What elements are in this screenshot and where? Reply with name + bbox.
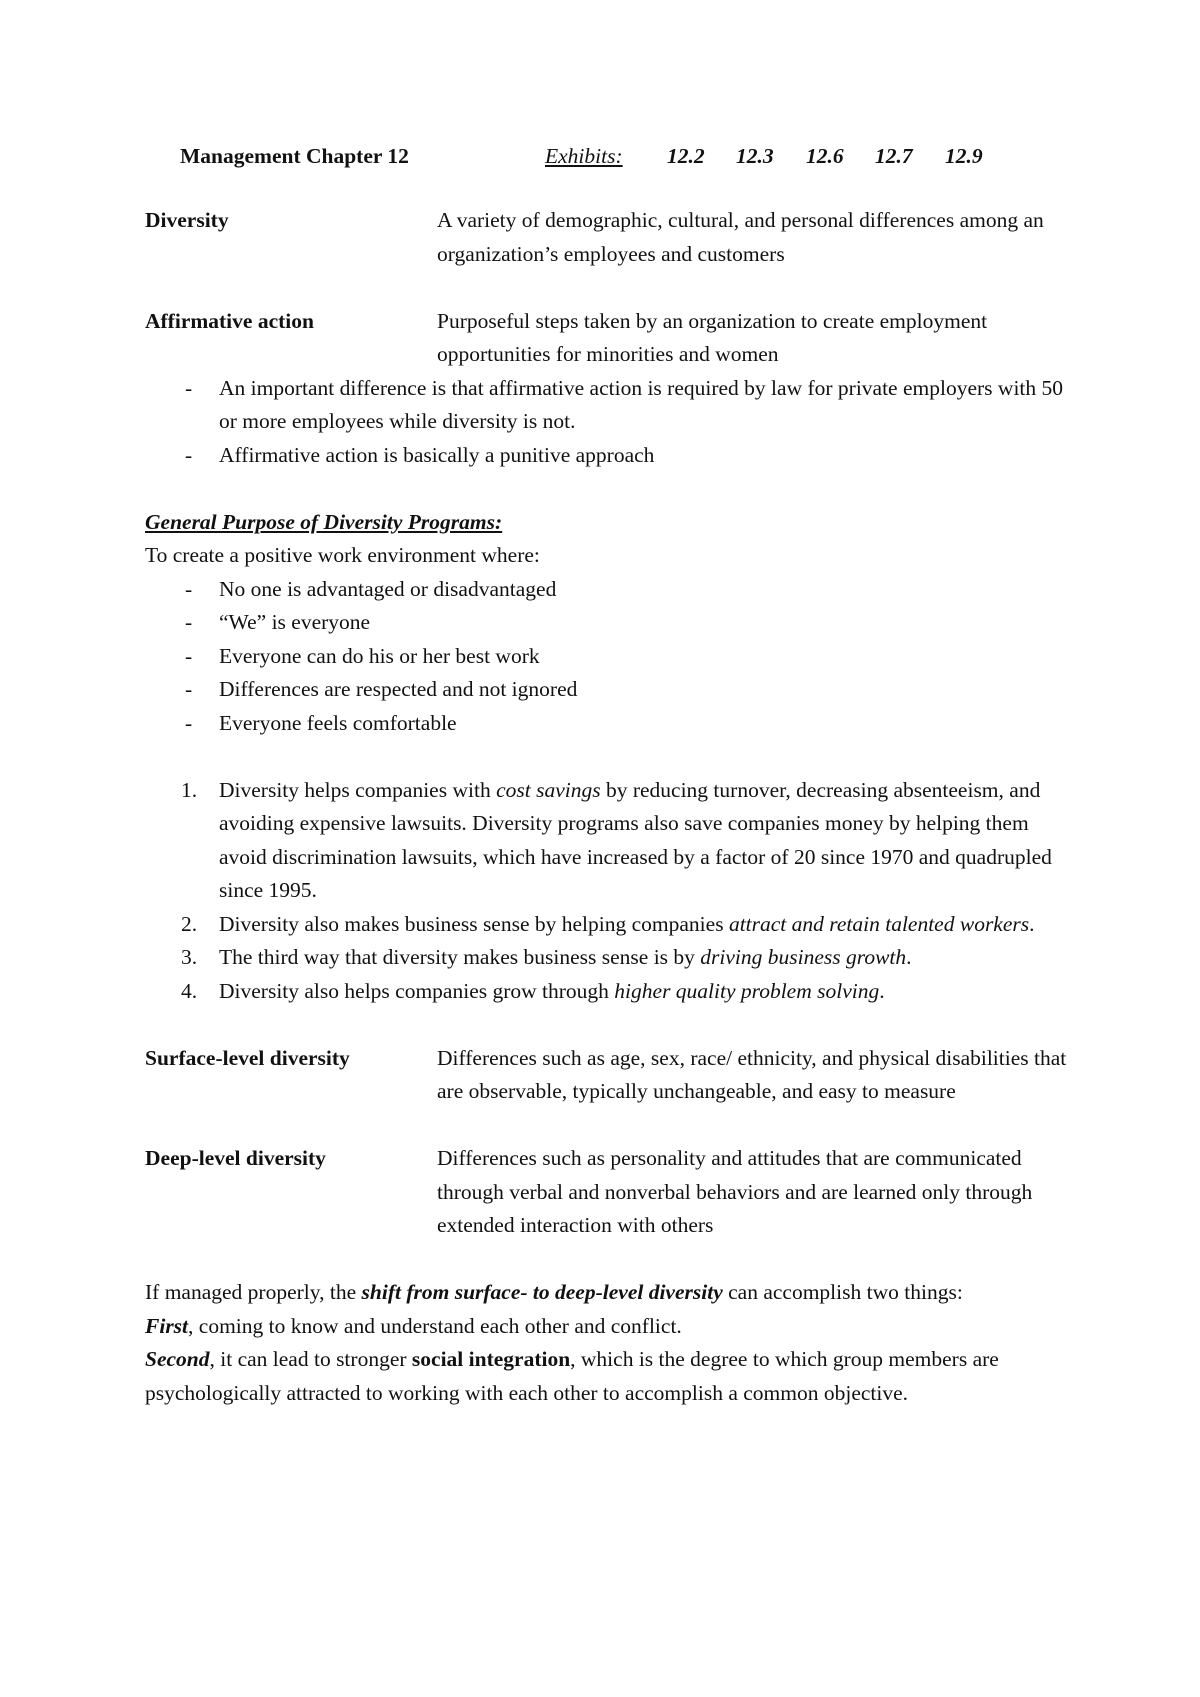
closing-paragraph	[145, 1276, 1075, 1310]
definition-term: Affirmative action	[145, 308, 314, 333]
list-text: The third way that diversity makes business sense is by	[219, 945, 701, 969]
definition-deep-level	[145, 1142, 1075, 1243]
emphasis-text: attract and retain talented workers	[728, 911, 1030, 936]
exhibit-number: 12.3	[736, 144, 774, 168]
emphasis-text: shift from surface- to deep-level diversity	[361, 1280, 723, 1304]
list-item	[145, 774, 1075, 908]
emphasis-text: cost savings	[496, 777, 601, 802]
definition-surface-level	[145, 1042, 1075, 1109]
list-text: .	[906, 945, 912, 969]
list-number: 4.	[181, 978, 198, 1003]
exhibit-number: 12.6	[806, 144, 844, 168]
list-item: - “We” is everyone	[145, 606, 1075, 640]
emphasis-text: driving business growth	[700, 945, 907, 969]
definition-text: A variety of demographic, cultural, and personal differences among an organization’s employees and customers	[437, 208, 1044, 266]
definition-text: Purposeful steps taken by an organization to create employment opportunities for minorities and women	[437, 308, 988, 366]
chapter-title: Management Chapter 12	[180, 144, 409, 168]
list-number: 2.	[181, 911, 198, 936]
paragraph-text: , it can lead to stronger	[209, 1347, 412, 1371]
document-page	[145, 140, 1075, 1410]
emphasis-text: higher quality problem solving	[614, 978, 880, 1003]
list-number: 1.	[181, 777, 198, 802]
list-item	[145, 908, 1075, 942]
definition-term: Deep-level diversity	[145, 1146, 326, 1170]
definition-term: Surface-level diversity	[145, 1045, 350, 1070]
bold-term: social integration	[411, 1347, 571, 1371]
definition-affirmative-action	[145, 305, 1075, 372]
list-item: - No one is advantaged or disadvantaged	[145, 573, 1075, 607]
exhibits-label: Exhibits:	[545, 144, 623, 168]
section-intro: To create a positive work environment where:	[145, 543, 540, 567]
exhibit-number: 12.2	[667, 144, 705, 168]
definition-text: Differences such as personality and attitudes that are communicated through verbal and nonverbal behaviors and are learned only through extended interaction with others	[437, 1146, 1033, 1237]
list-text: .	[1029, 911, 1035, 936]
document-header	[180, 140, 1075, 174]
list-item: - Everyone feels comfortable	[145, 707, 1075, 741]
definition-text: Differences such as age, sex, race/ ethnicity, and physical disabilities that are observable, typically unchangeable, and easy to measure	[437, 1045, 1067, 1103]
exhibit-number: 12.7	[875, 144, 913, 168]
list-number: 3.	[181, 945, 198, 969]
list-text: by reducing turnover, decreasing absenteeism, and avoiding expensive lawsuits. Diversity programs also save companies money by helping them avoid discrimination lawsuits, which have increased by a factor of 20 since 1970 and quadrupled since 1995.	[219, 777, 1052, 902]
definition-term: Diversity	[145, 208, 229, 232]
list-text: Diversity also makes business sense by helping companies	[219, 911, 729, 936]
list-item	[145, 941, 1075, 975]
list-item: - An important difference is that affirmative action is required by law for private employers with 50 or more employees while diversity is not.	[145, 372, 1075, 439]
list-item: - Affirmative action is basically a punitive approach	[145, 439, 1075, 473]
second-point	[145, 1343, 1075, 1410]
affirmative-action-notes	[145, 372, 1075, 473]
paragraph-text: , which is the degree to which group members are psychologically attracted to working with each other to accomplish a common objective.	[145, 1347, 999, 1405]
list-text: .	[879, 978, 885, 1003]
list-text: Diversity also helps companies grow through	[219, 978, 615, 1003]
second-label: Second	[145, 1347, 210, 1371]
first-label: First	[145, 1313, 189, 1338]
section-heading: General Purpose of Diversity Programs:	[145, 509, 503, 534]
list-item	[145, 975, 1075, 1009]
purpose-list	[145, 573, 1075, 741]
paragraph-text: can accomplish two things:	[722, 1280, 963, 1304]
paragraph-text: If managed properly, the	[145, 1280, 362, 1304]
benefits-list	[145, 774, 1075, 1009]
list-text: Diversity helps companies with	[219, 777, 497, 802]
first-point	[145, 1310, 1075, 1344]
list-item: - Differences are respected and not ignored	[145, 673, 1075, 707]
list-item: - Everyone can do his or her best work	[145, 640, 1075, 674]
exhibit-number: 12.9	[945, 144, 983, 168]
definition-diversity	[145, 204, 1075, 271]
paragraph-text: , coming to know and understand each other and conflict.	[188, 1313, 682, 1338]
